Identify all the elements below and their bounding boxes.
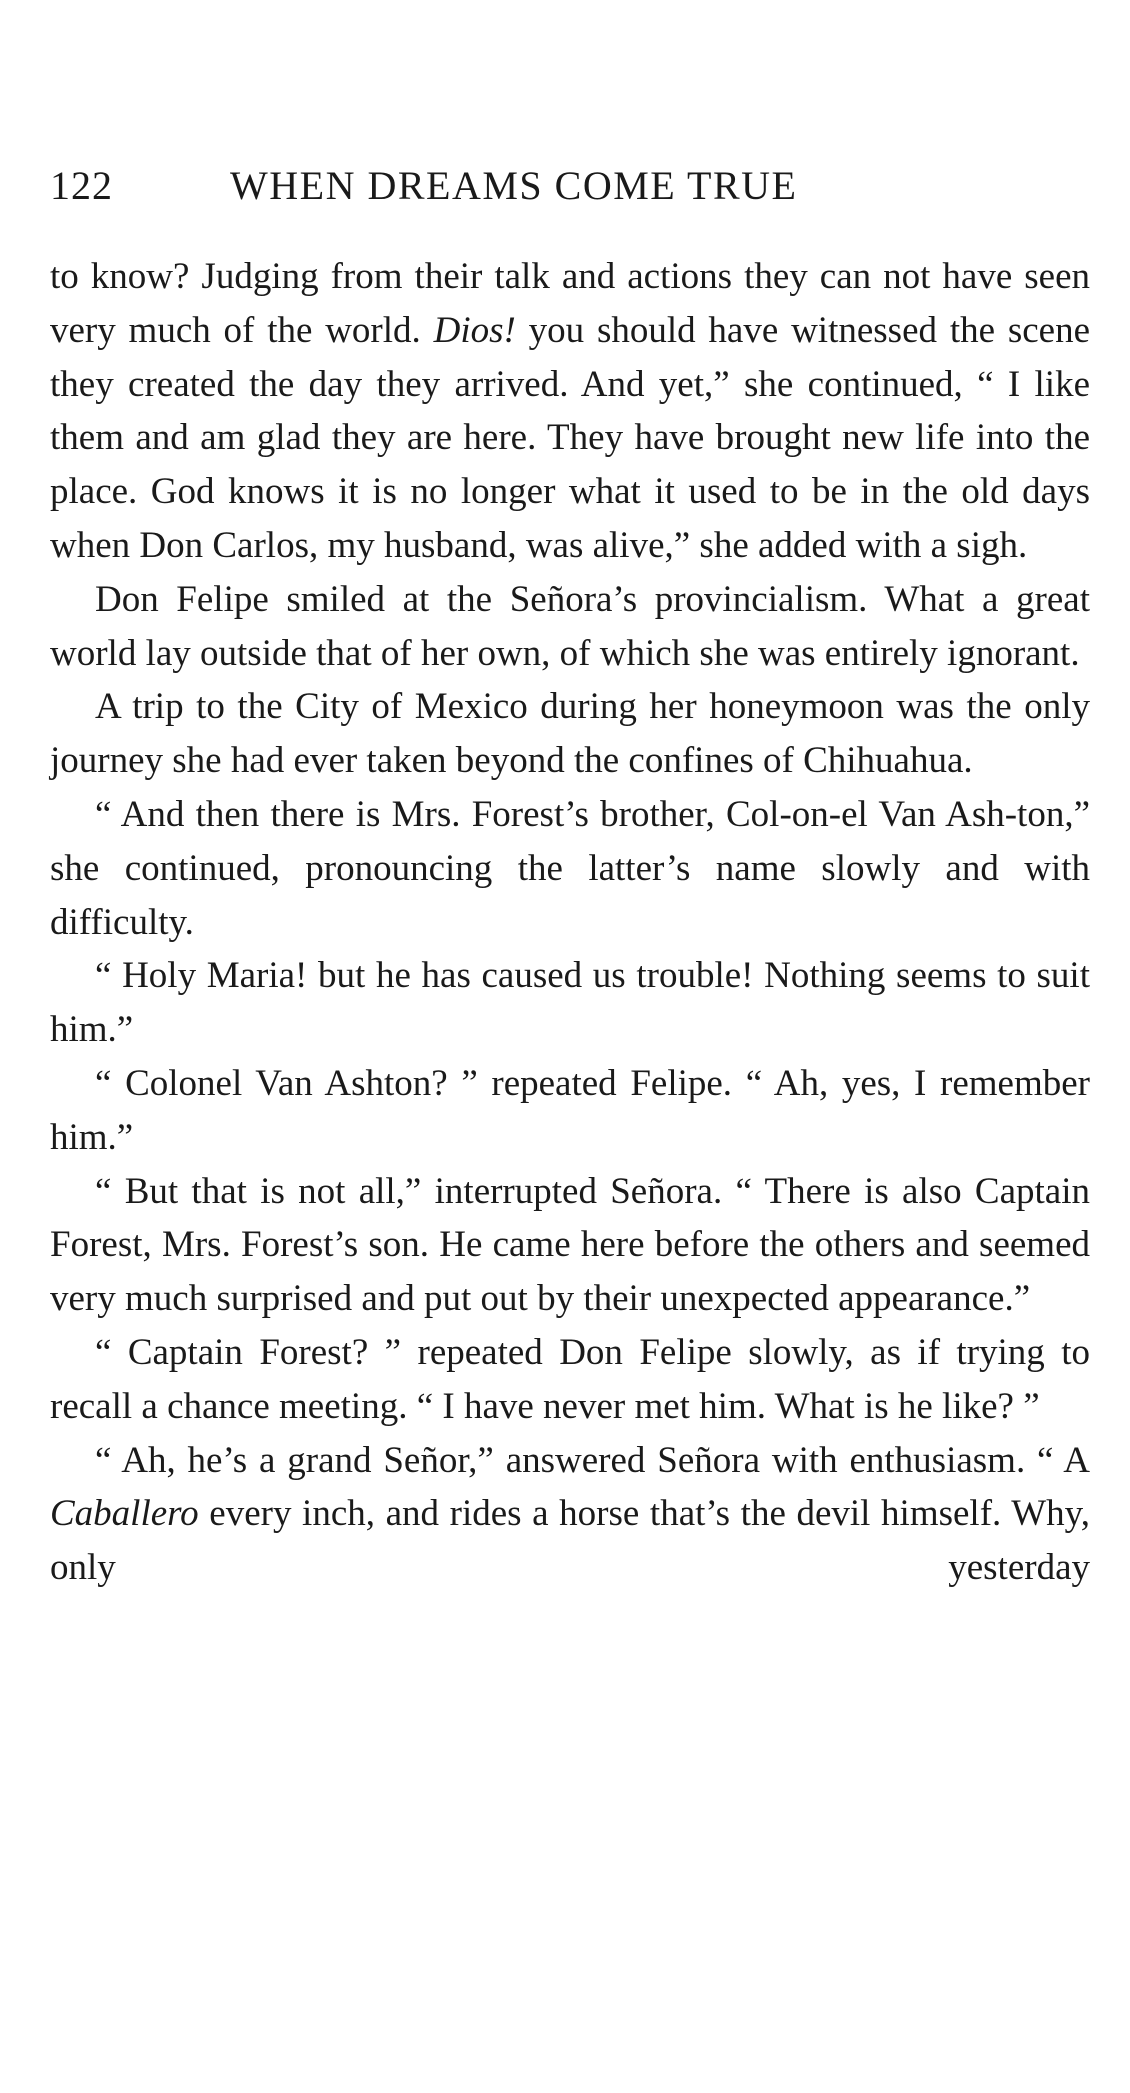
- page-number: 122: [50, 163, 113, 208]
- paragraph: A trip to the City of Mexico during her honeymoon was the only journey she had ever taken beyond the confines of Chihuahua.: [50, 686, 1090, 782]
- body-text: [50, 250, 1090, 1595]
- book-title: WHEN DREAMS COME TRUE: [230, 163, 798, 208]
- paragraph-continuation: [50, 250, 1090, 573]
- paragraph-text: you should have witnessed the scene they created the day they arrived. And yet,” she continued, “ I like them and am glad they are here. They have brought new life into the place. God knows it is no longer what it used to be in the old days when Don Carlos, my husband, was alive,” she added with a sigh.: [50, 309, 1090, 566]
- italic-word: Caballero: [50, 1493, 199, 1535]
- paragraph-final: [50, 1434, 1090, 1595]
- paragraph: “ Holy Maria! but he has caused us trouble! Nothing seems to suit him.”: [50, 955, 1090, 1051]
- paragraph: “ But that is not all,” interrupted Señora. “ There is also Captain Forest, Mrs. Forest’s son. He came here before the others and seemed very much surprised and put out by their unexpected appearance.”: [50, 1170, 1090, 1320]
- paragraph: “ Captain Forest? ” repeated Don Felipe slowly, as if trying to recall a chance meeting. “ I have never met him. What is he like? ”: [50, 1331, 1090, 1427]
- paragraph-text: to know? Judging from their talk and actions they can not have seen very much of the world.: [50, 256, 1090, 351]
- paragraph: “ And then there is Mrs. Forest’s brother, Col-on-el Van Ash-ton,” she continued, pronouncing the latter’s name slowly and with difficulty.: [50, 793, 1090, 943]
- paragraph: “ Colonel Van Ashton? ” repeated Felipe. “ Ah, yes, I remember him.”: [50, 1062, 1090, 1158]
- paragraph-text: every inch, and rides a horse that’s the devil himself. Why, only yesterday: [50, 1493, 1090, 1589]
- paragraph: Don Felipe smiled at the Señora’s provincialism. What a great world lay outside that of her own, of which she was entirely ignorant.: [50, 578, 1090, 674]
- running-head: [50, 158, 1090, 214]
- paragraph-text: “ Ah, he’s a grand Señor,” answered Señora with enthusiasm. “ A: [95, 1439, 1090, 1481]
- italic-word: Dios!: [433, 309, 516, 351]
